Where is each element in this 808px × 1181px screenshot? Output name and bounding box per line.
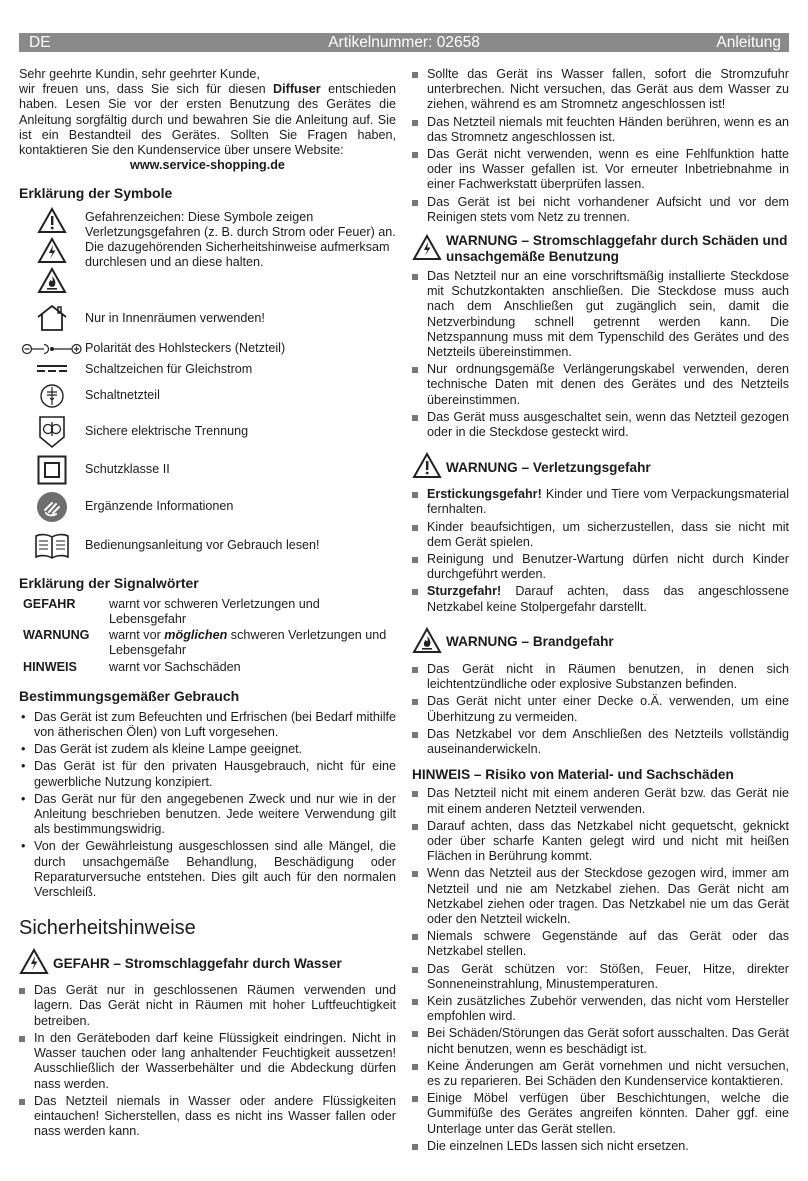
manual-book-icon [33, 531, 71, 561]
document-type: Anleitung [716, 34, 781, 51]
polarity-row [19, 341, 396, 356]
fire-list [412, 662, 789, 757]
website-link[interactable]: www.service-shopping.de [130, 158, 285, 173]
safety-isolation-icon [38, 415, 66, 449]
fire-warning-heading [412, 627, 789, 658]
list-item: Niemals schwere Gegenstände auf das Gerät oder das Netzkabel stellen. [412, 929, 789, 959]
manual-row [19, 531, 396, 561]
signal-row-warnung [23, 628, 396, 659]
list-item: Kinder beaufsichtigen, um sicherzustellen, dass sie nicht mit dem Gerät spielen. [412, 520, 789, 550]
direct-current-icon [35, 364, 69, 374]
electric-shock-icon [37, 237, 67, 264]
header-bar [19, 33, 789, 52]
signal-words-table [23, 597, 396, 676]
list-item: Kein zusätzliches Zubehör verwenden, das nicht vom Hersteller empfohlen wird. [412, 994, 789, 1024]
symbols-heading: Erklärung der Symbole [19, 185, 173, 202]
left-column [19, 67, 396, 1141]
house-icon [35, 304, 69, 332]
list-item: Wenn das Netzteil aus der Steckdose gezogen wird, immer am Netzteil und nie am Netzkabel ziehen. Das Gerät nicht am Netzkabel ziehen oder tragen. Das Netzkabel nie um das Gerät oder den Netzteil wickeln. [412, 866, 789, 927]
injury-warning-heading [412, 452, 789, 483]
fire-hazard-icon [412, 627, 442, 654]
greeting: Sehr geehrte Kundin, sehr geehrter Kunde, [19, 67, 260, 81]
info-row [19, 491, 396, 523]
electric-shock-icon [19, 948, 49, 975]
emphasis: Sturzgefahr! [427, 584, 502, 599]
info-hand-icon [36, 491, 68, 523]
signal-key: GEFAHR [23, 596, 76, 611]
intro-paragraph [19, 67, 396, 158]
list-item: • Das Gerät ist für den privaten Hausgebrauch, nicht für eine gewerbliche Nutzung konzipiert. [19, 759, 396, 789]
signals-heading: Erklärung der Signalwörter [19, 574, 199, 591]
injury-warning-title: WARNUNG – Verletzungsgefahr [446, 459, 651, 475]
list-item: Das Gerät ist bei nicht vorhandener Aufsicht und vor dem Reinigen stets vom Netz zu trennen. [412, 195, 789, 225]
dc-row [19, 362, 396, 377]
polarity-text: Polarität des Hohlsteckers (Netzteil) [85, 341, 286, 356]
intro-text-1: wir freuen uns, dass Sie sich für diesen [19, 82, 274, 97]
right-column [412, 67, 789, 1156]
list-item: • Das Gerät ist zum Befeuchten und Erfrischen (bei Bedarf mithilfe von ätherischen Ölen) von Luft vorgesehen. [19, 710, 396, 740]
signal-value: warnt vor Sachschäden [109, 659, 241, 674]
signal-text: warnt vor [109, 628, 165, 643]
class2-row [19, 455, 396, 485]
list-item: In den Geräteboden darf keine Flüssigkeit eindringen. Nicht in Wasser tauchen oder lang anhaltender Feuchtigkeit aussetzen! Ausschließlich der Wasserbehälter und die Abdeckung dürfen nass werden. [19, 1031, 396, 1092]
list-item: Keine Änderungen am Gerät vornehmen und nicht versuchen, es zu reparieren. Bei Schäden den Kundenservice kontaktieren. [412, 1059, 789, 1089]
intro-text-2: entschieden haben. Lesen Sie vor der ersten Benutzung des Gerätes die Anleitung sorgfältig durch und bewahren Sie die Anleitung auf. Sie ist ein Bestandteil des Gerätes. Sollten Sie Fragen haben, kontaktieren Sie den Kundenservice über unsere Website: [19, 82, 396, 158]
language-code: DE [29, 34, 51, 51]
list-item: Darauf achten, dass das Netzkabel nicht gequetscht, geknickt oder über scharfe Kanten gelegt wird und nicht mit heißen Flächen in Berührung kommt. [412, 819, 789, 865]
list-item: Das Gerät muss ausgeschaltet sein, wenn das Netzteil gezogen oder in die Steckdose gesteckt wird. [412, 410, 789, 440]
list-item: • Von der Gewährleistung ausgeschlossen sind alle Mängel, die durch unsachgemäße Behandlung, Beschädigung oder Reparaturversuche entstehen. Dies gilt auch für den normalen Verschleiß. [19, 839, 396, 900]
list-item: Reinigung und Benutzer-Wartung dürfen nicht durch Kinder durchgeführt werden. [412, 552, 789, 582]
injury-list [412, 487, 789, 615]
shock-warning-title: WARNUNG – Stromschlaggefahr durch Schäden und unsachgemäße Benutzung [446, 233, 788, 265]
list-item: • Das Gerät nur für den angegebenen Zweck und nur wie in der Anleitung beschrieben benutzen. Jede weitere Verwendung gilt als bestimmungswidrig. [19, 792, 396, 838]
danger-symbols-row [19, 207, 396, 294]
safety-heading: Sicherheitshinweise [19, 917, 196, 940]
list-item: Bei Schäden/Störungen das Gerät sofort ausschalten. Das Gerät nicht benutzen, wenn es beschädigt ist. [412, 1026, 789, 1056]
usage-heading: Bestimmungsgemäßer Gebrauch [19, 687, 240, 704]
water-list-part2 [412, 67, 789, 225]
water-warning-title: GEFAHR – Stromschlaggefahr durch Wasser [53, 955, 342, 971]
electric-shock-icon [412, 234, 442, 261]
list-item: Das Gerät nicht verwenden, wenn es eine Fehlfunktion hatte oder ins Wasser gefallen ist. Vor erneuter Inbetriebnahme in einer Fachwerkstatt überprüfen lassen. [412, 147, 789, 193]
signal-row-gefahr [23, 597, 396, 628]
signal-key: HINWEIS [23, 659, 77, 674]
info-text: Ergänzende Informationen [85, 499, 234, 514]
water-warning-heading [19, 948, 396, 979]
indoor-text: Nur in Innenräumen verwenden! [85, 310, 265, 325]
plug-polarity-icon [21, 343, 83, 355]
item-text: Kinder und Tiere vom Verpackungsmaterial fernhalten. [427, 487, 789, 517]
list-item: Das Gerät nicht in Räumen benutzen, in denen sich leichtentzündliche oder explosive Substanzen befinden. [412, 662, 789, 692]
list-item: Das Netzteil nicht mit einem anderen Gerät bzw. das Gerät nie mit einem anderen Netzteil verwenden. [412, 786, 789, 816]
material-notice-heading: HINWEIS – Risiko von Material- und Sachschäden [412, 767, 734, 783]
product-name: Diffuser [273, 82, 321, 97]
list-item: Das Gerät nicht unter einer Decke o.Ä. verwenden, um eine Überhitzung zu vermeiden. [412, 694, 789, 724]
list-item: Das Gerät nur in geschlossenen Räumen verwenden und lagern. Das Gerät nicht in Räumen mit hoher Luftfeuchtigkeit betreiben. [19, 983, 396, 1029]
list-item: Das Netzkabel vor dem Anschließen des Netzteils vollständig auseinanderwickeln. [412, 727, 789, 757]
signal-value: warnt vor schweren Verletzungen und Lebensgefahr [109, 596, 320, 627]
switching-power-supply-icon [39, 383, 65, 409]
isolation-row [19, 415, 396, 449]
smps-text: Schaltnetzteil [85, 388, 160, 403]
manual-text: Bedienungsanleitung vor Gebrauch lesen! [85, 538, 320, 553]
list-item [412, 584, 789, 614]
signal-text: schweren Verletzungen und Lebensgefahr [109, 628, 387, 658]
smps-row [19, 383, 396, 409]
dc-text: Schaltzeichen für Gleichstrom [85, 361, 253, 376]
usage-list [19, 710, 396, 900]
item-text: Darauf achten, dass das angeschlossene Netzkabel keine Stolpergefahr darstellt. [427, 584, 789, 614]
list-item [412, 487, 789, 517]
warning-triangle-icon [412, 452, 442, 479]
danger-symbols-text: Gefahrenzeichen: Diese Symbole zeigen Verletzungsgefahren (z. B. durch Strom oder Feuer) an. Die dazugehörenden Sicherheitshinweise aufmerksam durchlesen und an diese halten. [85, 209, 396, 270]
isolation-text: Sichere elektrische Trennung [85, 424, 249, 439]
list-item: Das Netzteil nur an eine vorschriftsmäßig installierte Steckdose mit Schutzkontakten anschließen. Die Steckdose muss auch nach dem Anschließen gut zugänglich sein, damit die Netzverbindung schnell getrennt werden kann. Die Netzspannung muss mit dem Typenschild des Gerätes und des Netzteils übereinstimmen. [412, 269, 789, 360]
protection-class-2-icon [37, 455, 67, 485]
article-number: Artikelnummer: 02658 [328, 34, 480, 51]
material-list [412, 786, 789, 1154]
list-item: Das Gerät schützen vor: Stößen, Feuer, Hitze, direkter Sonneneinstrahlung, Minustemperaturen. [412, 962, 789, 992]
list-item: Sollte das Gerät ins Wasser fallen, sofort die Stromzufuhr unterbrechen. Nicht versuchen, das Gerät aus dem Wasser zu ziehen, während es am Stromnetz angeschlossen ist! [412, 67, 789, 113]
signal-value [109, 628, 396, 659]
warning-triangle-icon [37, 207, 67, 234]
signal-key: WARNUNG [23, 628, 90, 643]
fire-warning-title: WARNUNG – Brandgefahr [446, 634, 614, 650]
list-item: Einige Möbel verfügen über Beschichtungen, welche die Gummifüße des Gerätes angreifen könnten. Daher ggf. eine Unterlage unter das Gerät stellen. [412, 1091, 789, 1137]
indoor-row [19, 304, 396, 332]
shock-list [412, 269, 789, 440]
water-list-part1 [19, 983, 396, 1139]
class2-text: Schutzklasse II [85, 462, 170, 477]
shock-warning-heading [412, 233, 789, 265]
fire-hazard-icon [37, 267, 67, 294]
signal-row-hinweis [23, 660, 396, 676]
list-item: • Das Gerät ist zudem als kleine Lampe geeignet. [19, 742, 396, 757]
list-item: Das Netzteil niemals mit feuchten Händen berühren, wenn es an das Stromnetz angeschlossen ist. [412, 115, 789, 145]
list-item: Die einzelnen LEDs lassen sich nicht ersetzen. [412, 1139, 789, 1154]
signal-emphasis: möglichen [164, 628, 228, 643]
list-item: Nur ordnungsgemäße Verlängerungskabel verwenden, deren technische Daten mit denen des Gerätes und des Netzteils übereinstimmen. [412, 362, 789, 408]
emphasis: Erstickungsgefahr! [427, 487, 542, 502]
list-item: Das Netzteil niemals in Wasser oder andere Flüssigkeiten eintauchen! Sicherstellen, dass es nicht ins Wasser fallen oder nass werden kann. [19, 1094, 396, 1140]
